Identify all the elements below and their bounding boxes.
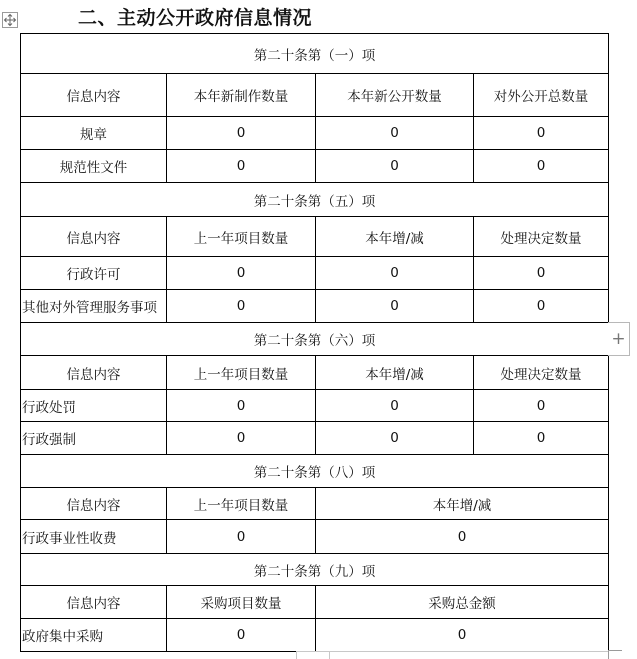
table-row — [21, 150, 609, 183]
value-cell: 0 — [316, 390, 474, 422]
header-cell: 采购总金额 — [316, 586, 609, 619]
header-cell: 上一年项目数量 — [167, 356, 316, 390]
value-cell: 0 — [474, 257, 609, 290]
move-arrows-icon — [3, 13, 17, 27]
header-row — [21, 356, 609, 390]
value-cell: 0 — [167, 390, 316, 422]
header-row — [21, 217, 609, 257]
header-cell: 信息内容 — [21, 488, 167, 520]
header-cell: 上一年项目数量 — [167, 488, 316, 520]
header-cell: 处理决定数量 — [474, 356, 609, 390]
row-label: 行政强制 — [21, 422, 167, 455]
header-row — [21, 488, 609, 520]
table-row — [21, 390, 609, 422]
header-cell: 本年增/减 — [316, 217, 474, 257]
value-cell: 0 — [316, 257, 474, 290]
header-cell: 信息内容 — [21, 74, 167, 117]
header-cell: 信息内容 — [21, 356, 167, 390]
section-heading: 二、主动公开政府信息情况 — [78, 7, 313, 29]
table-row — [21, 422, 609, 455]
header-cell: 本年增/减 — [316, 488, 609, 520]
value-cell: 0 — [167, 257, 316, 290]
table-row — [21, 619, 609, 652]
table-row — [21, 520, 609, 554]
row-label: 政府集中采购 — [21, 619, 167, 652]
header-row — [21, 74, 609, 117]
value-cell: 0 — [167, 150, 316, 183]
section-title: 第二十条第（五）项 — [21, 183, 609, 217]
header-row — [21, 586, 609, 619]
value-cell: 0 — [316, 150, 474, 183]
section-title-row — [21, 554, 609, 586]
table-row — [21, 117, 609, 150]
value-cell: 0 — [167, 290, 316, 323]
table-row — [21, 257, 609, 290]
plus-icon: + — [611, 329, 626, 349]
section-title-row — [21, 323, 609, 356]
horizontal-scroll-track[interactable] — [330, 651, 608, 659]
section-title: 第二十条第（九）项 — [21, 554, 609, 586]
value-cell: 0 — [316, 290, 474, 323]
horizontal-scroll-thumb[interactable] — [296, 651, 330, 659]
header-cell: 本年新制作数量 — [167, 74, 316, 117]
row-label: 其他对外管理服务事项 — [21, 290, 167, 323]
value-cell: 0 — [316, 520, 609, 554]
value-cell: 0 — [167, 520, 316, 554]
section-title: 第二十条第（八）项 — [21, 455, 609, 488]
header-cell: 上一年项目数量 — [167, 217, 316, 257]
header-cell: 处理决定数量 — [474, 217, 609, 257]
header-cell: 信息内容 — [21, 217, 167, 257]
header-cell: 采购项目数量 — [167, 586, 316, 619]
value-cell: 0 — [167, 117, 316, 150]
value-cell: 0 — [474, 422, 609, 455]
value-cell: 0 — [474, 290, 609, 323]
header-cell: 本年新公开数量 — [316, 74, 474, 117]
value-cell: 0 — [167, 619, 316, 652]
row-label: 规章 — [21, 117, 167, 150]
table-move-handle[interactable] — [2, 12, 18, 28]
value-cell: 0 — [316, 117, 474, 150]
table-resize-handle[interactable] — [608, 650, 622, 659]
row-label: 行政事业性收费 — [21, 520, 167, 554]
disclosure-table — [20, 33, 609, 652]
header-cell: 本年增/减 — [316, 356, 474, 390]
section-title-row — [21, 34, 609, 74]
section-title-row — [21, 455, 609, 488]
header-cell: 信息内容 — [21, 586, 167, 619]
value-cell: 0 — [474, 390, 609, 422]
table-row — [21, 290, 609, 323]
value-cell: 0 — [167, 422, 316, 455]
section-title: 第二十条第（六）项 — [21, 323, 609, 356]
add-row-button[interactable] — [608, 322, 630, 356]
row-label: 行政处罚 — [21, 390, 167, 422]
value-cell: 0 — [316, 422, 474, 455]
value-cell: 0 — [316, 619, 609, 652]
header-cell: 对外公开总数量 — [474, 74, 609, 117]
value-cell: 0 — [474, 150, 609, 183]
row-label: 规范性文件 — [21, 150, 167, 183]
value-cell: 0 — [474, 117, 609, 150]
section-title-row — [21, 183, 609, 217]
row-label: 行政许可 — [21, 257, 167, 290]
section-title: 第二十条第（一）项 — [21, 34, 609, 74]
